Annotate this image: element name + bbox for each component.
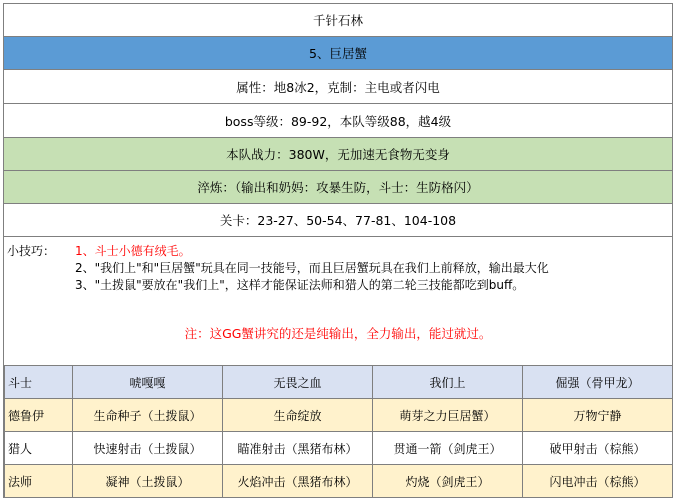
team-power-text: 本队战力：380W，无加速无食物无变身 <box>226 147 450 162</box>
title-text: 千针石林 <box>312 13 363 28</box>
enhance-cell[interactable] <box>4 170 672 203</box>
attributes-text: 属性：地8冰2，克制：主电或者闪电 <box>236 79 440 95</box>
stages-text: 关卡：23-27、50-54、77-81、104-108 <box>219 213 457 228</box>
team-power-cell[interactable] <box>4 137 672 170</box>
attributes-cell[interactable] <box>4 69 672 103</box>
boss-name-cell[interactable] <box>4 36 672 69</box>
header-cell[interactable]: 我们上 <box>373 366 523 399</box>
title-cell[interactable] <box>4 3 672 36</box>
class-cell[interactable]: 法师 <box>5 465 73 498</box>
skill-cell[interactable]: 快速射击（土拨鼠） <box>73 432 223 465</box>
class-cell[interactable]: 猎人 <box>5 432 73 465</box>
tip-1: 1、斗士小德有绒毛。 <box>75 244 191 258</box>
note-text: 注：这GG蟹讲究的还是纯输出，全力输出，能过就过。 <box>184 325 492 341</box>
boss-name-text: 5、巨居蟹 <box>309 46 367 61</box>
skill-cell[interactable]: 萌芽之力巨居蟹） <box>373 399 523 432</box>
header-cell[interactable]: 唬嘎嘎 <box>73 366 223 399</box>
table-row <box>5 432 673 465</box>
skill-cell[interactable]: 灼烧（剑虎王） <box>373 465 523 498</box>
spreadsheet <box>3 3 673 498</box>
skill-cell[interactable]: 闪电冲击（棕熊） <box>523 465 673 498</box>
tips-label: 小技巧： <box>7 244 56 258</box>
table-row <box>5 465 673 498</box>
skill-cell[interactable]: 瞄准射击（黑猪布林） <box>223 432 373 465</box>
skill-cell[interactable]: 生命种子（土拨鼠） <box>73 399 223 432</box>
tips-cell[interactable] <box>4 236 672 300</box>
skills-table <box>4 365 673 498</box>
skill-cell[interactable]: 万物宁静 <box>523 399 673 432</box>
skill-cell[interactable]: 贯通一箭（剑虎王） <box>373 432 523 465</box>
tip-2: 2、"我们上"和"巨居蟹"玩具在同一技能号，而且巨居蟹玩具在我们上前释放，输出最大化 <box>75 261 549 275</box>
skill-cell[interactable]: 火焰冲击（黑猪布林） <box>223 465 373 498</box>
tip-3: 3、"土拨鼠"要放在"我们上"，这样才能保证法师和猎人的第二轮三技能都吃到buff。 <box>75 278 525 292</box>
skill-cell[interactable]: 破甲射击（棕熊） <box>523 432 673 465</box>
header-cell[interactable]: 斗士 <box>5 366 73 399</box>
table-row <box>5 399 673 432</box>
header-cell[interactable]: 无畏之血 <box>223 366 373 399</box>
skill-cell[interactable]: 生命绽放 <box>223 399 373 432</box>
table-row <box>5 366 673 399</box>
boss-level-text: boss等级：89-92，本队等级88，越4级 <box>224 113 452 129</box>
header-cell[interactable]: 倔强（骨甲龙） <box>523 366 673 399</box>
boss-level-cell[interactable] <box>4 103 672 137</box>
enhance-text: 淬炼：（输出和奶妈：攻暴生防，斗士：生防格闪） <box>197 180 479 195</box>
skill-cell[interactable]: 凝神（土拨鼠） <box>73 465 223 498</box>
stages-cell[interactable] <box>4 203 672 236</box>
class-cell[interactable]: 德鲁伊 <box>5 399 73 432</box>
note-cell[interactable] <box>4 300 672 365</box>
